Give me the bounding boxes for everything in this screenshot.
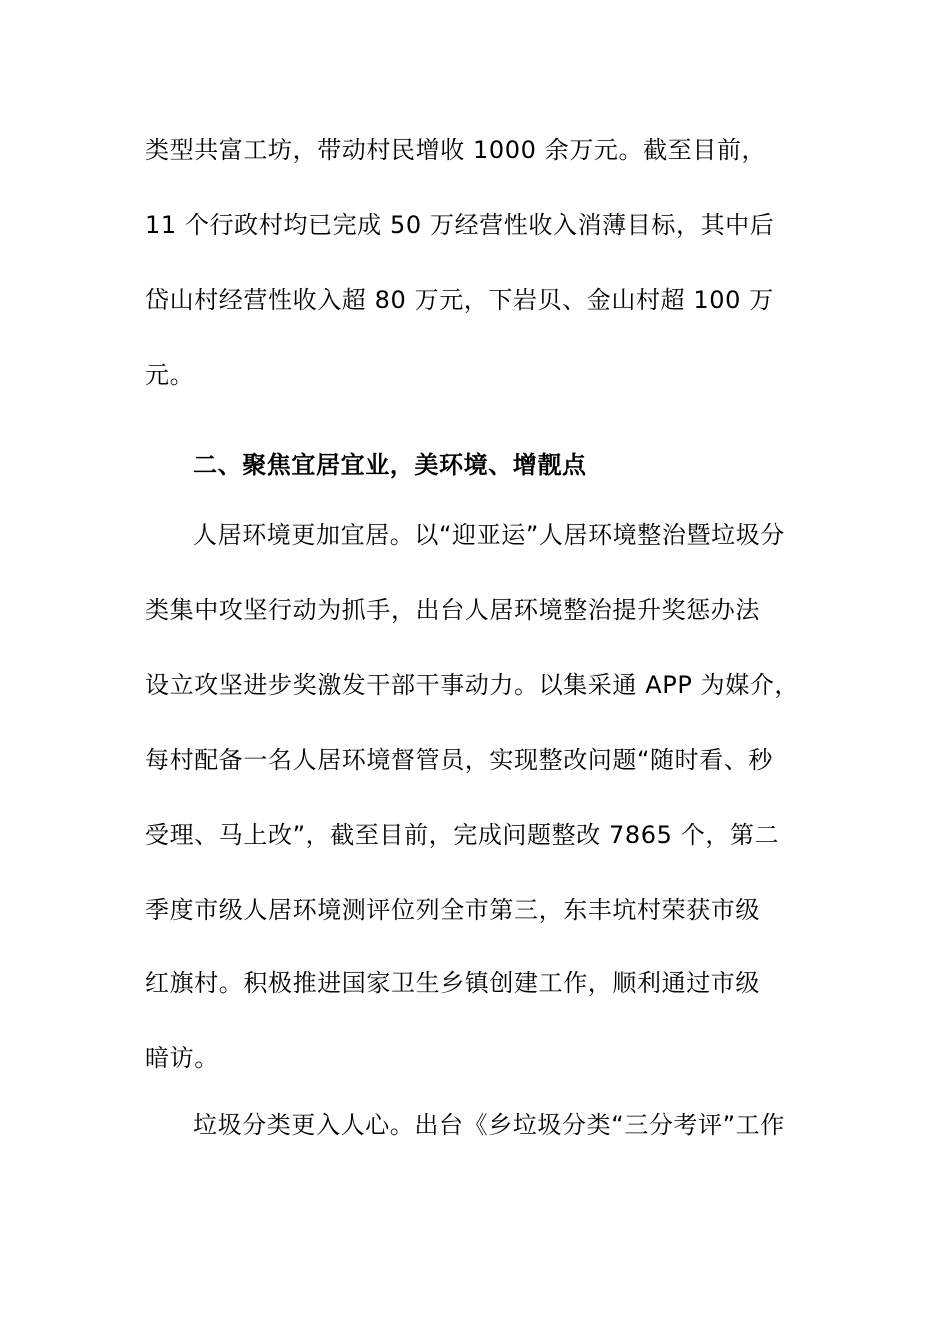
body-text-line: 垃圾分类更入人心。出台《乡垃圾分类“三分考评”工作 [193,1111,785,1139]
section-heading: 二、聚焦宜居宜业，美环境、增靓点 [193,451,587,479]
body-text-line: 季度市级人居环境测评位列全市第三，东丰坑村荣获市级 [145,896,760,924]
body-text-line: 红旗村。积极推进国家卫生乡镇创建工作，顺利通过市级 [145,969,760,997]
body-text-line: 暗访。 [145,1044,219,1072]
body-text-line: 类集中攻坚行动为抓手，出台人居环境整治提升奖惩办法 [145,596,760,624]
body-text-line: 11 个行政村均已完成 50 万经营性收入消薄目标，其中后 [145,211,775,239]
body-text-line: 受理、马上改”，截至目前，完成问题整改 7865 个，第二 [145,821,780,849]
body-text-line: 设立攻坚进步奖激发干部干事动力。以集采通 APP 为媒介， [145,671,800,699]
body-text-line: 元。 [145,361,195,389]
body-text-line: 类型共富工坊，带动村民增收 1000 余万元。截至目前， [145,136,767,164]
body-text-line: 每村配备一名人居环境督管员，实现整改问题“随时看、秒 [145,746,774,774]
body-text-line: 人居环境更加宜居。以“迎亚运”人居环境整治暨垃圾分 [193,521,785,549]
body-text-line: 岱山村经营性收入超 80 万元，下岩贝、金山村超 100 万 [145,286,774,314]
